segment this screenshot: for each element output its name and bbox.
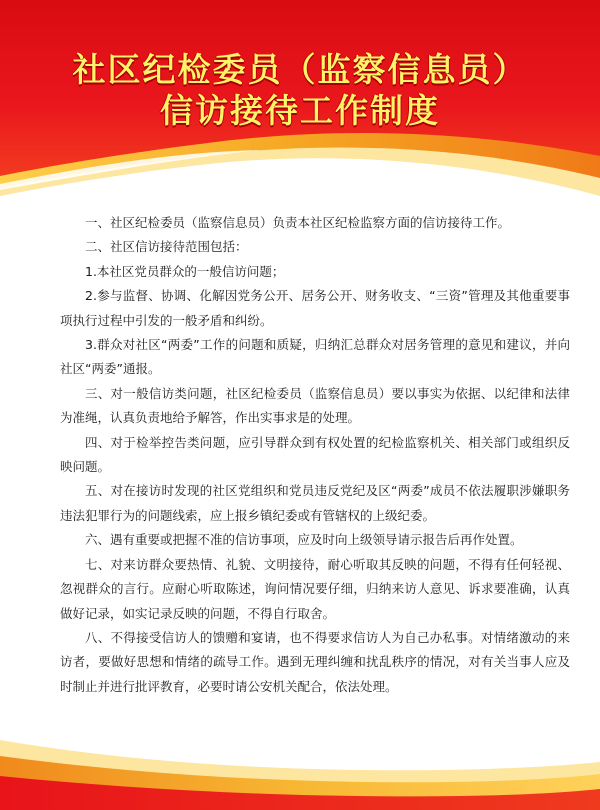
clause-4: 四、对于检举控告类问题，应引导群众到有权处置的纪检监察机关、相关部门或组织反映问题。 bbox=[60, 434, 570, 475]
footer-band bbox=[0, 740, 600, 810]
clause-2-item-2: 2.参与监督、协调、化解因党务公开、居务公开、财务收支、“三资”管理及其他重要事项执行过程中引发的一般矛盾和纠纷。 bbox=[60, 288, 570, 328]
regulation-body bbox=[60, 211, 570, 699]
clause-6: 六、遇有重要或把握不准的信访事项，应及时向上级领导请示报告后再作处置。 bbox=[85, 532, 523, 548]
page-title-line-2: 信访接待工作制度 bbox=[160, 91, 440, 130]
clause-8: 八、不得接受信访人的馈赠和宴请，也不得要求信访人为自己办私事。对情绪激动的来访者，要做好思想和情绪的疏导工作。遇到无理纠缠和扰乱秩序的情况，对有关当事人应及时制止并进行批评教育，必要时请公安机关配合，依法处理。 bbox=[60, 629, 570, 694]
clause-2-item-3: 3.群众对社区“两委”工作的问题和质疑，归纳汇总群众对居务管理的意见和建议，并向社区“两委”通报。 bbox=[60, 337, 570, 377]
page-title-line-1: 社区纪检委员（监察信息员） bbox=[72, 50, 528, 89]
clause-2-item-1: 1.本社区党员群众的一般信访问题； bbox=[85, 263, 285, 279]
clause-3: 三、对一般信访类问题，社区纪检委员（监察信息员）要以事实为依据、以纪律和法律为准绳，认真负责地给予解答，作出实事求是的处理。 bbox=[60, 385, 570, 426]
clause-1: 一、社区纪检委员（监察信息员）负责本社区纪检监察方面的信访接待工作。 bbox=[85, 215, 511, 230]
clause-7: 七、对来访群众要热情、礼貌、文明接待，耐心听取其反映的问题，不得有任何轻视、忽视群众的言行。应耐心听取陈述，询问情况要仔细，归纳来访人意见、诉求要准确，认真做好记录，如实记录反映的问题，不得自行取舍。 bbox=[60, 556, 570, 621]
clause-2: 二、社区信访接待范围包括： bbox=[85, 239, 248, 255]
clause-5: 五、对在接访时发现的社区党组织和党员违反党纪及区“两委”成员不依法履职涉嫌职务违法犯罪行为的问题线索，应上报乡镇纪委或有管辖权的上级纪委。 bbox=[60, 483, 570, 523]
